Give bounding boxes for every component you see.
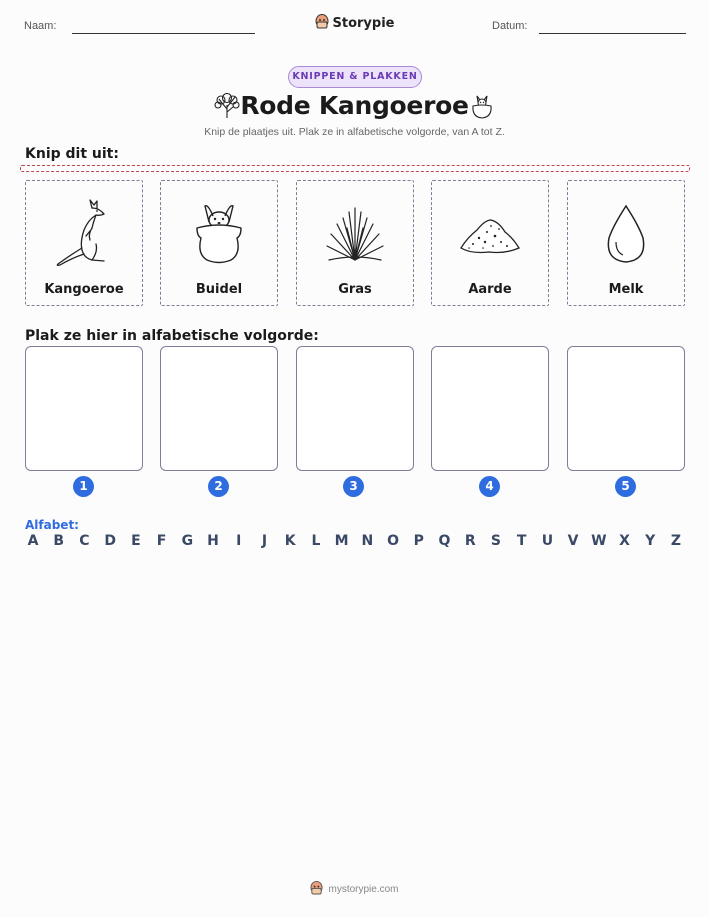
cut-card-label: Melk	[608, 282, 644, 297]
alphabet-letter: U	[541, 533, 554, 549]
activity-badge: KNIPPEN & PLAKKEN	[288, 66, 422, 88]
cut-card-label: Gras	[338, 282, 372, 297]
cut-card-3[interactable]	[296, 180, 414, 306]
cut-card-4[interactable]	[431, 180, 549, 306]
kangaroo-icon	[26, 189, 142, 279]
alphabet-letter: F	[156, 533, 167, 549]
alphabet-letter: N	[361, 533, 374, 549]
alphabet-letter: O	[387, 533, 400, 549]
alphabet-letter: Y	[645, 533, 656, 549]
alphabet-letter: G	[181, 533, 194, 549]
milk-drop-icon	[568, 189, 684, 279]
cut-card-5[interactable]	[567, 180, 685, 306]
alphabet-heading: Alfabet:	[25, 518, 79, 532]
paste-slot-5[interactable]	[567, 346, 685, 471]
alphabet-letter: L	[311, 533, 321, 549]
slot-number-2: 2	[208, 476, 229, 497]
cut-card-1[interactable]	[25, 180, 143, 306]
cut-line	[20, 165, 690, 172]
kangaroo-pouch-icon	[470, 93, 494, 123]
paste-slot-2[interactable]	[160, 346, 278, 471]
alphabet-letter: B	[53, 533, 65, 549]
alphabet-row	[25, 533, 684, 549]
paste-heading: Plak ze hier in alfabetische volgorde:	[25, 328, 319, 344]
alphabet-letter: Z	[670, 533, 682, 549]
slot-number-4: 4	[479, 476, 500, 497]
alphabet-letter: V	[567, 533, 579, 549]
alphabet-letter: J	[261, 533, 268, 549]
brand-logo	[0, 13, 709, 33]
page-title: Rode Kangoeroe	[240, 91, 469, 120]
alphabet-letter: Q	[438, 533, 451, 549]
alphabet-letter: W	[591, 533, 607, 549]
name-line[interactable]	[72, 33, 255, 34]
paste-slot-3[interactable]	[296, 346, 414, 471]
grass-icon	[297, 189, 413, 279]
alphabet-letter: E	[131, 533, 141, 549]
cut-card-label: Aarde	[468, 282, 512, 297]
name-label: Naam:	[24, 20, 57, 32]
cut-card-2[interactable]	[160, 180, 278, 306]
slot-number-3: 3	[343, 476, 364, 497]
alphabet-letter: K	[284, 533, 296, 549]
footer-link[interactable]: mystorypie.com	[328, 883, 399, 895]
instructions: Knip de plaatjes uit. Plak ze in alfabetische volgorde, van A tot Z.	[204, 126, 505, 138]
alphabet-letter: I	[236, 533, 242, 549]
pouch-icon	[161, 189, 277, 279]
alphabet-letter: M	[334, 533, 349, 549]
alphabet-letter: C	[79, 533, 90, 549]
alphabet-letter: X	[619, 533, 630, 549]
alphabet-letter: A	[27, 533, 39, 549]
cut-card-label: Buidel	[195, 282, 243, 297]
alphabet-letter: T	[516, 533, 527, 549]
footer	[0, 880, 709, 898]
storypie-mascot-icon	[310, 880, 323, 898]
alphabet-letter: S	[490, 533, 501, 549]
paste-slot-4[interactable]	[431, 346, 549, 471]
soil-icon	[432, 189, 548, 279]
paste-slot-1[interactable]	[25, 346, 143, 471]
cut-card-label: Kangoeroe	[44, 282, 124, 297]
slot-number-1: 1	[73, 476, 94, 497]
date-label: Datum:	[492, 20, 528, 32]
slot-number-5: 5	[615, 476, 636, 497]
alphabet-letter: P	[413, 533, 424, 549]
date-line[interactable]	[539, 33, 686, 34]
alphabet-letter: D	[104, 533, 116, 549]
alphabet-letter: R	[464, 533, 476, 549]
storypie-mascot-icon	[315, 13, 329, 33]
brand-name: Storypie	[332, 15, 395, 31]
cut-heading: Knip dit uit:	[25, 146, 119, 162]
alphabet-letter: H	[207, 533, 219, 549]
